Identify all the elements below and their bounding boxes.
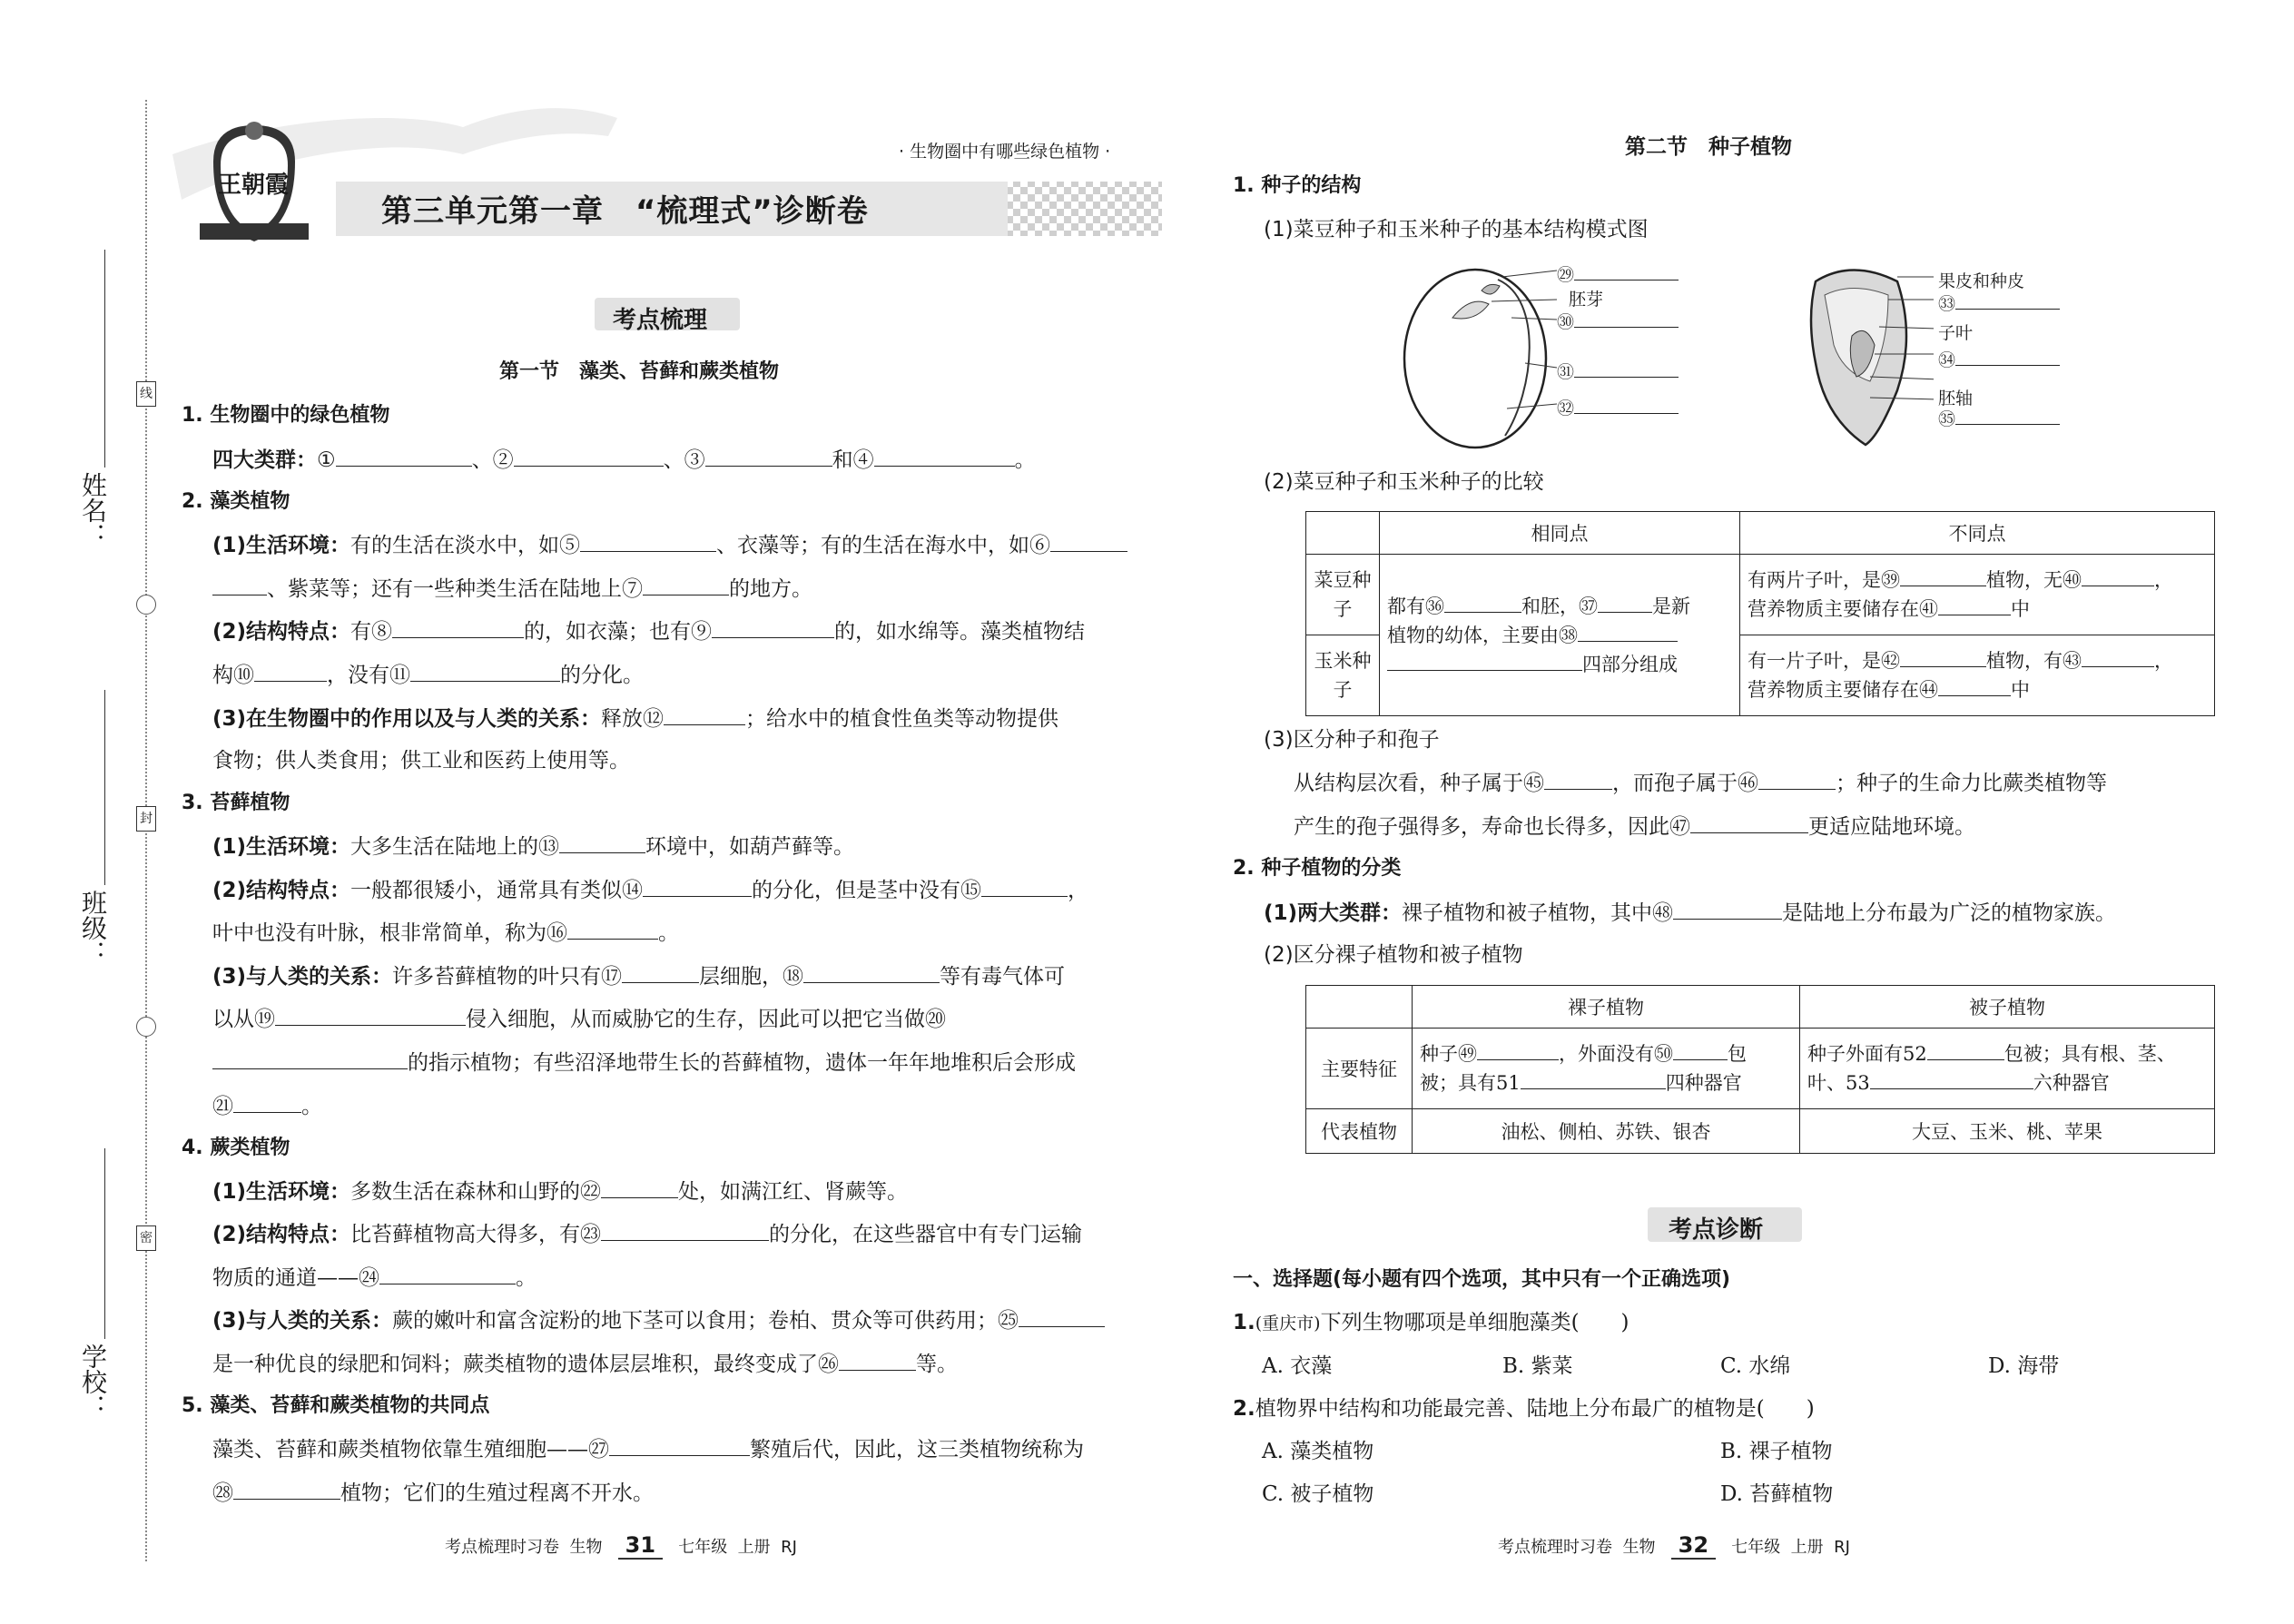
topic-header: · 生物圈中有哪些绿色植物 · <box>899 142 1111 162</box>
groups-line: (1)两大类群：裸子植物和被子植物，其中㊽ 是陆地上分布最为广泛的植物家族。 <box>1264 899 2116 927</box>
r-sub-4: (2)区分裸子植物和被子植物 <box>1264 943 1523 967</box>
heading-1: 1. 生物圈中的绿色植物 <box>182 404 390 427</box>
blank-9[interactable] <box>712 617 834 638</box>
q1-option-a[interactable]: A. 衣藻 <box>1262 1354 1333 1378</box>
heading-3: 3. 苔藓植物 <box>182 792 290 814</box>
name-field[interactable] <box>104 250 105 468</box>
binding-hole-1 <box>136 595 156 615</box>
heading-2: 2. 藻类植物 <box>182 490 290 513</box>
question-2: 2.植物界中结构和功能最完善、陆地上分布最广的植物是( ) <box>1233 1397 1815 1421</box>
bean-label-29: ㉙ <box>1557 261 1679 286</box>
heading-4: 4. 蕨类植物 <box>182 1137 290 1159</box>
common-line-2: ㉘ 植物；它们的生殖过程离不开水。 <box>212 1479 654 1507</box>
logo-text: 王朝霞 <box>218 172 290 199</box>
algae-struct-line: (2)结构特点：有⑧ 的，如衣藻；也有⑨ 的，如水绵等。藻类植物结 <box>212 617 1085 645</box>
q2-option-b[interactable]: B. 裸子植物 <box>1720 1440 1833 1463</box>
spore-line-2: 产生的孢子强得多，寿命也长得多，因此㊼ 更适应陆地环境。 <box>1294 812 1975 841</box>
fern-struct-line: (2)结构特点：比苔藓植物高大得多，有㉓ 的分化，在这些器官中有专门运输 <box>212 1220 1082 1248</box>
footer-right: 考点梳理时习卷 生物 32 七年级 上册 RJ <box>1498 1532 1850 1558</box>
r-sub-2: (2)菜豆种子和玉米种子的比较 <box>1264 470 1544 494</box>
blank-26[interactable] <box>839 1350 916 1371</box>
cell-corn-diff: 有一片子叶，是㊷ 植物，有㊸ ， 营养物质主要储存在㊹ 中 <box>1740 635 2215 716</box>
question-1: 1.(重庆市)下列生物哪项是单细胞藻类( ) <box>1233 1311 1629 1334</box>
page-number-left: 31 <box>618 1532 663 1560</box>
blank-8[interactable] <box>392 617 524 638</box>
section-1-title: 第一节 藻类、苔藓和蕨类植物 <box>499 360 780 383</box>
blank-7[interactable] <box>643 575 729 595</box>
gymnosperm-angiosperm-table <box>1305 985 2215 1154</box>
algae-role-line-2: 食物；供人类食用；供工业和医药上使用等。 <box>212 749 630 773</box>
spore-line: 从结构层次看，种子属于㊺ ，而孢子属于㊻ ；种子的生命力比蕨类植物等 <box>1294 769 2107 797</box>
page-title: 第三单元第一章 “梳理式”诊断卷 <box>381 193 869 230</box>
blank-17[interactable] <box>622 962 699 983</box>
q2-option-c[interactable]: C. 被子植物 <box>1262 1482 1374 1506</box>
section-banner-summary: 考点梳理 <box>613 307 708 334</box>
blank-46[interactable] <box>1758 769 1836 790</box>
blank-47[interactable] <box>1690 812 1808 833</box>
q2-option-a[interactable]: A. 藻类植物 <box>1262 1440 1374 1463</box>
q1-option-c[interactable]: C. 水绵 <box>1720 1354 1791 1378</box>
th-same: 相同点 <box>1380 512 1740 555</box>
q1-option-b[interactable]: B. 紫菜 <box>1502 1354 1573 1378</box>
mc-heading: 一、选择题(每小题有四个选项，其中只有一个正确选项) <box>1233 1268 1731 1291</box>
section-banner-diagnosis: 考点诊断 <box>1669 1216 1764 1244</box>
cell-bean-diff: 有两片子叶，是㊴ 植物，无㊵ ， 营养物质主要储存在㊶ 中 <box>1740 555 2215 635</box>
cell-ang-rep: 大豆、玉米、桃、苹果 <box>1800 1109 2215 1154</box>
fern-struct-line-2: 物质的通道——㉔ 。 <box>212 1264 537 1292</box>
moss-env-line: (1)生活环境：大多生活在陆地上的⑬ 环境中，如葫芦藓等。 <box>212 832 854 861</box>
bean-label-30: ㉚ <box>1557 309 1679 333</box>
row-bean-head: 菜豆种子 <box>1306 555 1380 635</box>
blank-4[interactable] <box>874 446 1015 467</box>
blank-20[interactable] <box>212 1048 408 1069</box>
moss-human-line-4: ㉑ 。 <box>212 1092 322 1120</box>
cell-ang-feature: 种子外面有52 包被；具有根、茎、 叶、53 六种器官 <box>1800 1029 2215 1109</box>
algae-struct-line-2: 构⑩ ，没有⑪ 的分化。 <box>212 661 644 689</box>
corn-label-35: ㉟ <box>1938 406 2060 430</box>
blank-1[interactable] <box>336 446 472 467</box>
school-label: 学校： <box>78 1343 108 1420</box>
name-label: 姓名： <box>78 472 108 548</box>
blank-16[interactable] <box>567 919 658 940</box>
moss-struct-line-2: 叶中也没有叶脉，根非常简单，称为⑯ 。 <box>212 919 679 947</box>
row-rep-head: 代表植物 <box>1306 1109 1413 1154</box>
header-decoration <box>163 100 1180 263</box>
seal-mark-line: 线 <box>136 381 156 407</box>
blank-3[interactable] <box>705 446 832 467</box>
row-corn-head: 玉米种子 <box>1306 635 1380 716</box>
blank-45[interactable] <box>1544 769 1612 790</box>
q1-option-d[interactable]: D. 海带 <box>1988 1354 2060 1378</box>
binding-hole-2 <box>136 1017 156 1037</box>
corn-label-ziye: 子叶 <box>1938 323 1974 343</box>
blank-13[interactable] <box>559 832 645 853</box>
blank-5[interactable] <box>580 531 716 552</box>
blank-48[interactable] <box>1673 899 1782 920</box>
blank-27[interactable] <box>609 1435 750 1456</box>
bean-label-peiya: 胚芽 <box>1569 290 1604 310</box>
corn-label-guopi: 果皮和种皮 <box>1938 271 2025 291</box>
corn-seed-diagram <box>1797 263 1934 454</box>
blank-12[interactable] <box>664 704 745 725</box>
corn-label-33: ㉝ <box>1938 290 2060 315</box>
cell-gym-rep: 油松、侧柏、苏铁、银杏 <box>1413 1109 1800 1154</box>
blank-11[interactable] <box>410 661 560 682</box>
seal-mark-secret: 密 <box>136 1225 156 1251</box>
page-number-right: 32 <box>1671 1532 1716 1560</box>
blank-25[interactable] <box>1019 1306 1105 1327</box>
moss-human-line-2: 以从⑲ 侵入细胞，从而威胁它的生存，因此可以把它当做⑳ <box>212 1005 946 1033</box>
algae-env-line: (1)生活环境：有的生活在淡水中，如⑤ 、衣藻等；有的生活在海水中，如⑥ <box>212 531 1127 559</box>
school-field[interactable] <box>104 1148 105 1339</box>
fern-env-line: (1)生活环境：多数生活在森林和山野的㉒ 处，如满江红、肾蕨等。 <box>212 1177 908 1206</box>
corn-label-34: ㉞ <box>1938 347 2060 371</box>
moss-struct-line: (2)结构特点：一般都很矮小，通常具有类似⑭ 的分化，但是茎中没有⑮ ， <box>212 876 1088 904</box>
bean-label-32: ㉜ <box>1557 395 1679 419</box>
blank-23[interactable] <box>601 1220 769 1241</box>
fern-human-line-2: 是一种优良的绿肥和饲料；蕨类植物的遗体层层堆积，最终变成了㉖ 等。 <box>212 1350 958 1378</box>
corn-label-peizhou: 胚轴 <box>1938 389 1974 408</box>
class-label: 班级： <box>78 890 108 966</box>
q2-option-d[interactable]: D. 苔藓植物 <box>1720 1482 1834 1506</box>
r-sub-3: (3)区分种子和孢子 <box>1264 728 1440 752</box>
section-2-title: 第二节 种子植物 <box>1625 135 1792 159</box>
row-feature-head: 主要特征 <box>1306 1029 1413 1109</box>
algae-env-line-2: 、紫菜等；还有一些种类生活在陆地上⑦ 的地方。 <box>212 575 812 603</box>
blank-28[interactable] <box>233 1479 340 1500</box>
th-gymnosperm: 裸子植物 <box>1413 986 1800 1029</box>
moss-human-line-3: 的指示植物；有些沼泽地带生长的苔藓植物，遗体一年年地堆积后会形成 <box>212 1048 1076 1077</box>
q1-line: 四大类群：① 、② 、③ 和④ 。 <box>212 446 1036 474</box>
th-angiosperm: 被子植物 <box>1800 986 2215 1029</box>
algae-role-line: (3)在生物圈中的作用以及与人类的关系：释放⑫ ；给水中的植食性鱼类等动物提供 <box>212 704 1058 733</box>
r-heading-2: 2. 种子植物的分类 <box>1233 857 1402 880</box>
seed-comparison-table <box>1305 511 2215 716</box>
heading-5: 5. 藻类、苔藓和蕨类植物的共同点 <box>182 1394 490 1417</box>
blank-2[interactable] <box>514 446 664 467</box>
blank-6[interactable] <box>1050 531 1127 552</box>
blank-14[interactable] <box>643 876 752 897</box>
r-sub-1: (1)菜豆种子和玉米种子的基本结构模式图 <box>1264 218 1649 241</box>
footer-left: 考点梳理时习卷 生物 31 七年级 上册 RJ <box>445 1532 797 1558</box>
blank-15[interactable] <box>981 876 1068 897</box>
r-heading-1: 1. 种子的结构 <box>1233 174 1362 197</box>
moss-human-line: (3)与人类的关系：许多苔藓植物的叶只有⑰ 层细胞，⑱ 等有毒气体可 <box>212 962 1065 990</box>
th-diff: 不同点 <box>1740 512 2215 555</box>
blank-22[interactable] <box>601 1177 678 1198</box>
seal-mark-seal: 封 <box>136 806 156 832</box>
cell-gym-feature: 种子㊾ ，外面没有㊿ 包 被；具有51 四种器官 <box>1413 1029 1800 1109</box>
common-line: 藻类、苔藓和蕨类植物依靠生殖细胞——㉗ 繁殖后代，因此，这三类植物统称为 <box>212 1435 1084 1463</box>
bean-label-31: ㉛ <box>1557 359 1679 383</box>
class-field[interactable] <box>104 690 105 885</box>
blank-10[interactable] <box>254 661 327 682</box>
blank-24[interactable] <box>379 1264 516 1284</box>
cell-same: 都有㊱ 和胚，㊲ 是新 植物的幼体，主要由㊳ 四部分组成 <box>1380 555 1740 716</box>
blank-21[interactable] <box>233 1092 301 1113</box>
blank-18[interactable] <box>803 962 940 983</box>
fern-human-line: (3)与人类的关系：蕨的嫩叶和富含淀粉的地下茎可以食用；卷柏、贯众等可供药用；㉕ <box>212 1306 1105 1334</box>
blank-19[interactable] <box>275 1005 466 1026</box>
